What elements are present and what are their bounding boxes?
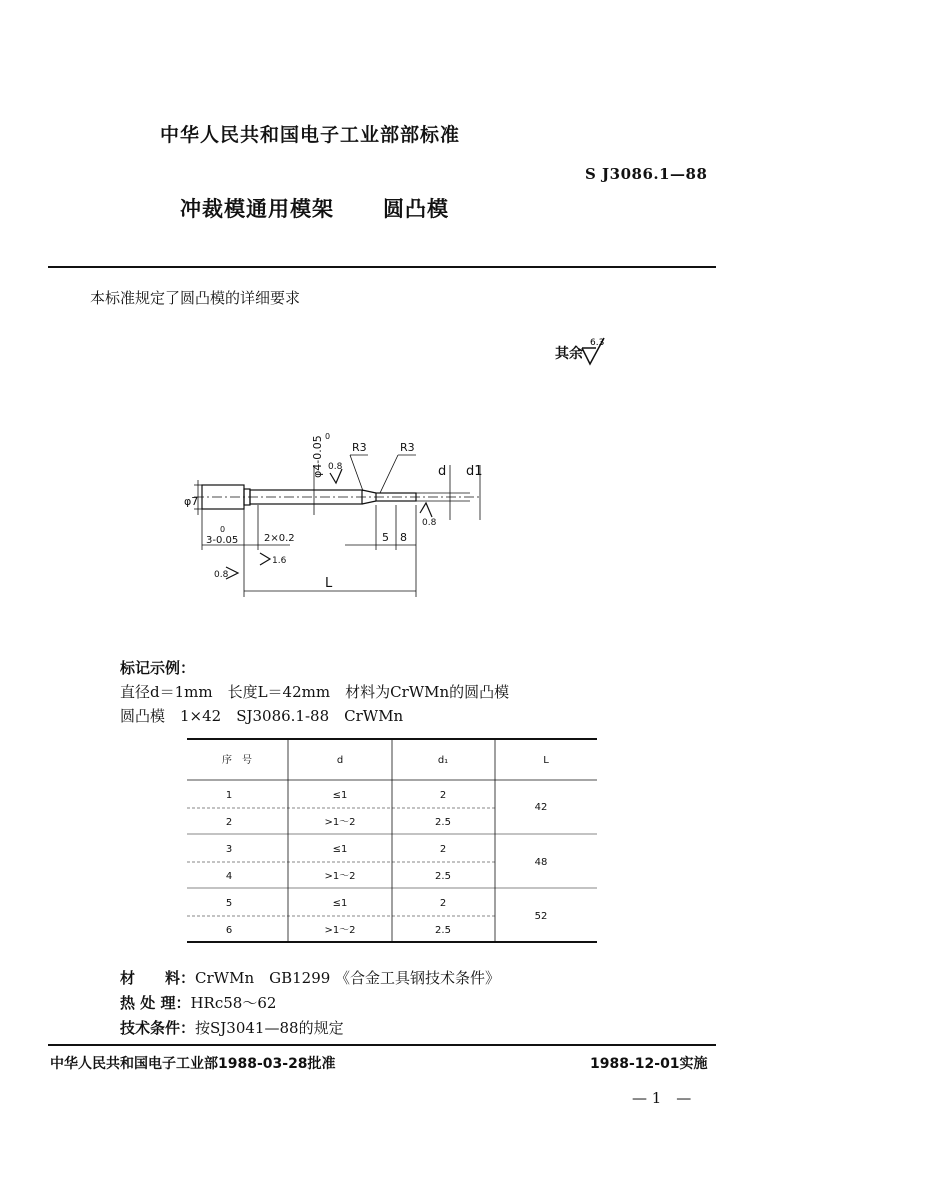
label-d1: d1 — [466, 464, 483, 479]
table-cell: 2.5 — [435, 817, 451, 828]
table-cell: 2 — [439, 898, 447, 909]
table-cell: >1～2 — [324, 871, 356, 882]
table-cell: ≤1 — [332, 898, 348, 909]
table-header-no: 序 号 — [222, 755, 252, 766]
footer-divider — [48, 1044, 716, 1046]
label-rough-d: 1.6 — [272, 556, 287, 566]
label-length: L — [325, 576, 333, 591]
table-cell-L: 42 — [534, 802, 548, 813]
table-cell-L: 48 — [534, 857, 548, 868]
label-len-8: 8 — [400, 531, 407, 544]
label-rough-a: 0.8 — [328, 462, 343, 472]
label-radius-a: R3 — [352, 441, 367, 454]
spec-label: 材 料： — [120, 969, 196, 987]
table-header-L: L — [543, 755, 549, 766]
intro-text: 本标准规定了圆凸模的详细要求 — [90, 289, 301, 307]
roughness-label: 其余 — [555, 346, 583, 362]
spec-material — [120, 967, 500, 988]
table-cell: 3 — [225, 844, 233, 855]
table-cell: >1～2 — [324, 817, 356, 828]
table-header-d: d — [336, 755, 344, 766]
table-header-d1: d₁ — [437, 755, 449, 766]
table-cell: 2 — [225, 817, 233, 828]
label-head-len: 3-0.05 — [206, 535, 239, 546]
approval-note: 中华人民共和国电子工业部1988-03-28批准 — [50, 1056, 336, 1072]
document-title: 冲裁模通用模架 — [180, 197, 334, 221]
dimension-table — [187, 738, 597, 944]
rough-mark-d — [260, 553, 270, 565]
label-head-upper: 0 — [220, 525, 226, 534]
example-line-1: 直径d＝1mm 长度L＝42mm 材料为CrWMn的圆凸模 — [120, 683, 510, 701]
header-divider — [48, 266, 716, 268]
spec-label: 技术条件： — [120, 1019, 196, 1037]
spec-value: CrWMn GB1299 《合金工具钢技术条件》 — [195, 969, 501, 987]
table-cell: 2 — [439, 790, 447, 801]
table-cell: 2.5 — [435, 925, 451, 936]
label-rough-b: 0.8 — [422, 518, 437, 528]
table-cell: ≤1 — [332, 790, 348, 801]
spec-value: HRc58～62 — [190, 994, 277, 1012]
table-cell: 2 — [439, 844, 447, 855]
spec-label: 热 处 理： — [120, 994, 191, 1012]
table-cell-L: 52 — [534, 911, 548, 922]
label-rough-c: 0.8 — [214, 570, 229, 580]
rough-mark-b — [420, 503, 432, 517]
label-len-5: 5 — [382, 531, 389, 544]
label-shank-dia: φ4-0.05 — [311, 435, 324, 478]
spec-heat-treatment — [120, 992, 276, 1013]
label-head-dia: φ7 — [184, 495, 199, 508]
punch-drawing — [180, 425, 510, 605]
example-heading: 标记示例： — [120, 659, 196, 677]
standard-title: 中华人民共和国电子工业部部标准 — [160, 124, 461, 146]
table-cell: ≤1 — [332, 844, 348, 855]
example-line-2: 圆凸模 1×42 SJ3086.1-88 CrWMn — [120, 707, 404, 725]
table-cell: >1～2 — [324, 925, 356, 936]
label-chamfer: 2×0.2 — [264, 533, 295, 544]
spec-value: 按SJ3041—88的规定 — [195, 1019, 344, 1037]
table-cell: 4 — [225, 871, 233, 882]
table-cell: 1 — [225, 790, 233, 801]
page-number: — 1 — — [632, 1089, 692, 1107]
document-subtitle: 圆凸模 — [383, 197, 449, 221]
roughness-value: 6.3 — [590, 338, 605, 348]
label-d: d — [438, 464, 447, 479]
standard-code: S J3086.1—88 — [585, 165, 708, 183]
effective-date: 1988-12-01实施 — [590, 1056, 708, 1072]
table-cell: 2.5 — [435, 871, 451, 882]
table-cell: 5 — [225, 898, 233, 909]
spec-technical — [120, 1017, 344, 1038]
label-shank-upper: 0 — [325, 432, 331, 441]
table-cell: 6 — [225, 925, 233, 936]
roughness-symbol-icon — [580, 334, 610, 368]
label-radius-b: R3 — [400, 441, 415, 454]
